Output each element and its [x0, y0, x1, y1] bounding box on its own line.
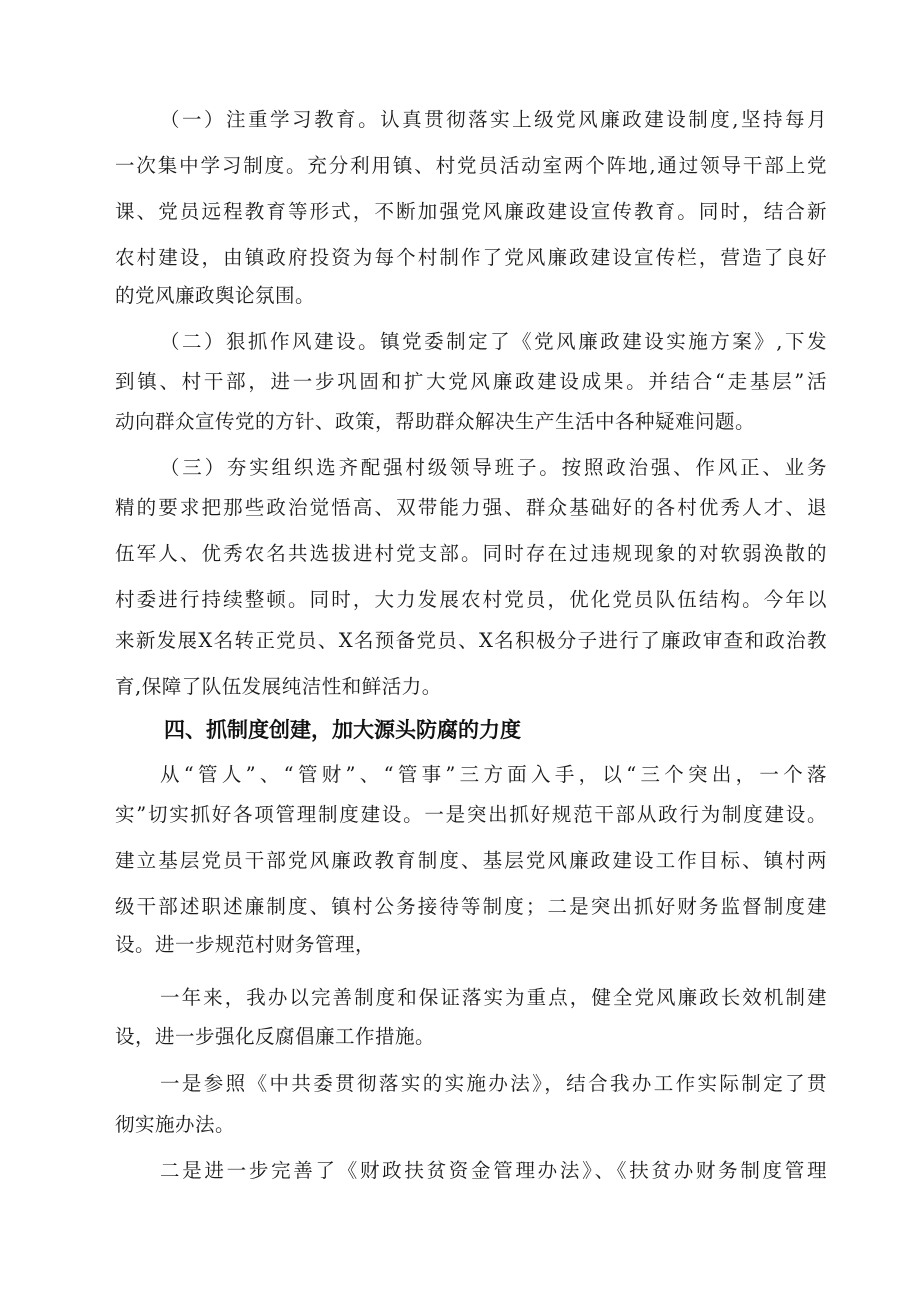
paragraph-6-line-2: 彻实施办法。 [115, 1113, 236, 1136]
section-heading: 四、抓制度创建，加大源头防腐的力度 [164, 718, 521, 742]
paragraph-5-line-2: 设，进一步强化反腐倡廉工作措施。 [115, 1025, 436, 1048]
paragraph-1-line-5: 的党风廉政舆论氛围。 [115, 284, 316, 307]
paragraph-1-line-2: 一次集中学习制度。充分利用镇、村党员活动室两个阵地,通过领导干部上党 [115, 154, 827, 177]
paragraph-4-line-5: 设。进一步规范村财务管理， [115, 933, 376, 956]
paragraph-4-line-2: 实”切实抓好各项管理制度建设。一是突出抓好规范干部从政行为制度建设。 [115, 803, 827, 826]
paragraph-3-line-4: 村委进行持续整顿。同时，大力发展农村党员，优化党员队伍结构。今年以 [115, 588, 827, 611]
paragraph-1-line-1: （一）注重学习教育。认真贯彻落实上级党风廉政建设制度,坚持每月 [160, 108, 827, 131]
paragraph-3-line-5: 来新发展X名转正党员、X名预备党员、X名积极分子进行了廉政审查和政治教 [115, 629, 827, 652]
paragraph-4-line-3: 建立基层党员干部党风廉政教育制度、基层党风廉政建设工作目标、镇村两 [115, 849, 827, 872]
paragraph-4-line-4: 级干部述职述廉制度、镇村公务接待等制度；二是突出抓好财务监督制度建 [115, 895, 827, 918]
paragraph-3-line-6: 育,保障了队伍发展纯洁性和鲜活力。 [115, 675, 442, 698]
paragraph-2-line-2: 到镇、村干部，进一步巩固和扩大党风廉政建设成果。并结合“走基层”活 [115, 370, 827, 393]
paragraph-2-line-1: （二）狠抓作风建设。镇党委制定了《党风廉政建设实施方案》,下发 [160, 330, 827, 353]
paragraph-3-line-2: 精的要求把那些政治觉悟高、双带能力强、群众基础好的各村优秀人才、退 [115, 496, 827, 519]
paragraph-4-line-1: 从“管人”、“管财”、“管事”三方面入手，以“三个突出，一个落 [160, 763, 827, 786]
paragraph-3-line-1: （三）夯实组织选齐配强村级领导班子。按照政治强、作风正、业务 [160, 456, 827, 479]
paragraph-1-line-3: 课、党员远程教育等形式，不断加强党风廉政建设宣传教育。同时，结合新 [115, 200, 827, 223]
paragraph-2-line-3: 动向群众宣传党的方针、政策，帮助群众解决生产生活中各种疑难问题。 [115, 410, 756, 433]
paragraph-7-line-1: 二是进一步完善了《财政扶贫资金管理办法》、《扶贫办财务制度管理 [160, 1159, 827, 1182]
paragraph-3-line-3: 伍军人、优秀农名共选拔进村党支部。同时存在过违规现象的对软弱涣散的 [115, 542, 827, 565]
paragraph-5-line-1: 一年来，我办以完善制度和保证落实为重点，健全党风廉政长效机制建 [160, 986, 827, 1009]
paragraph-6-line-1: 一是参照《中共委贯彻落实的实施办法》，结合我办工作实际制定了贯 [160, 1072, 827, 1095]
paragraph-1-line-4: 农村建设，由镇政府投资为每个村制作了党风廉政建设宣传栏，营造了良好 [115, 246, 827, 269]
